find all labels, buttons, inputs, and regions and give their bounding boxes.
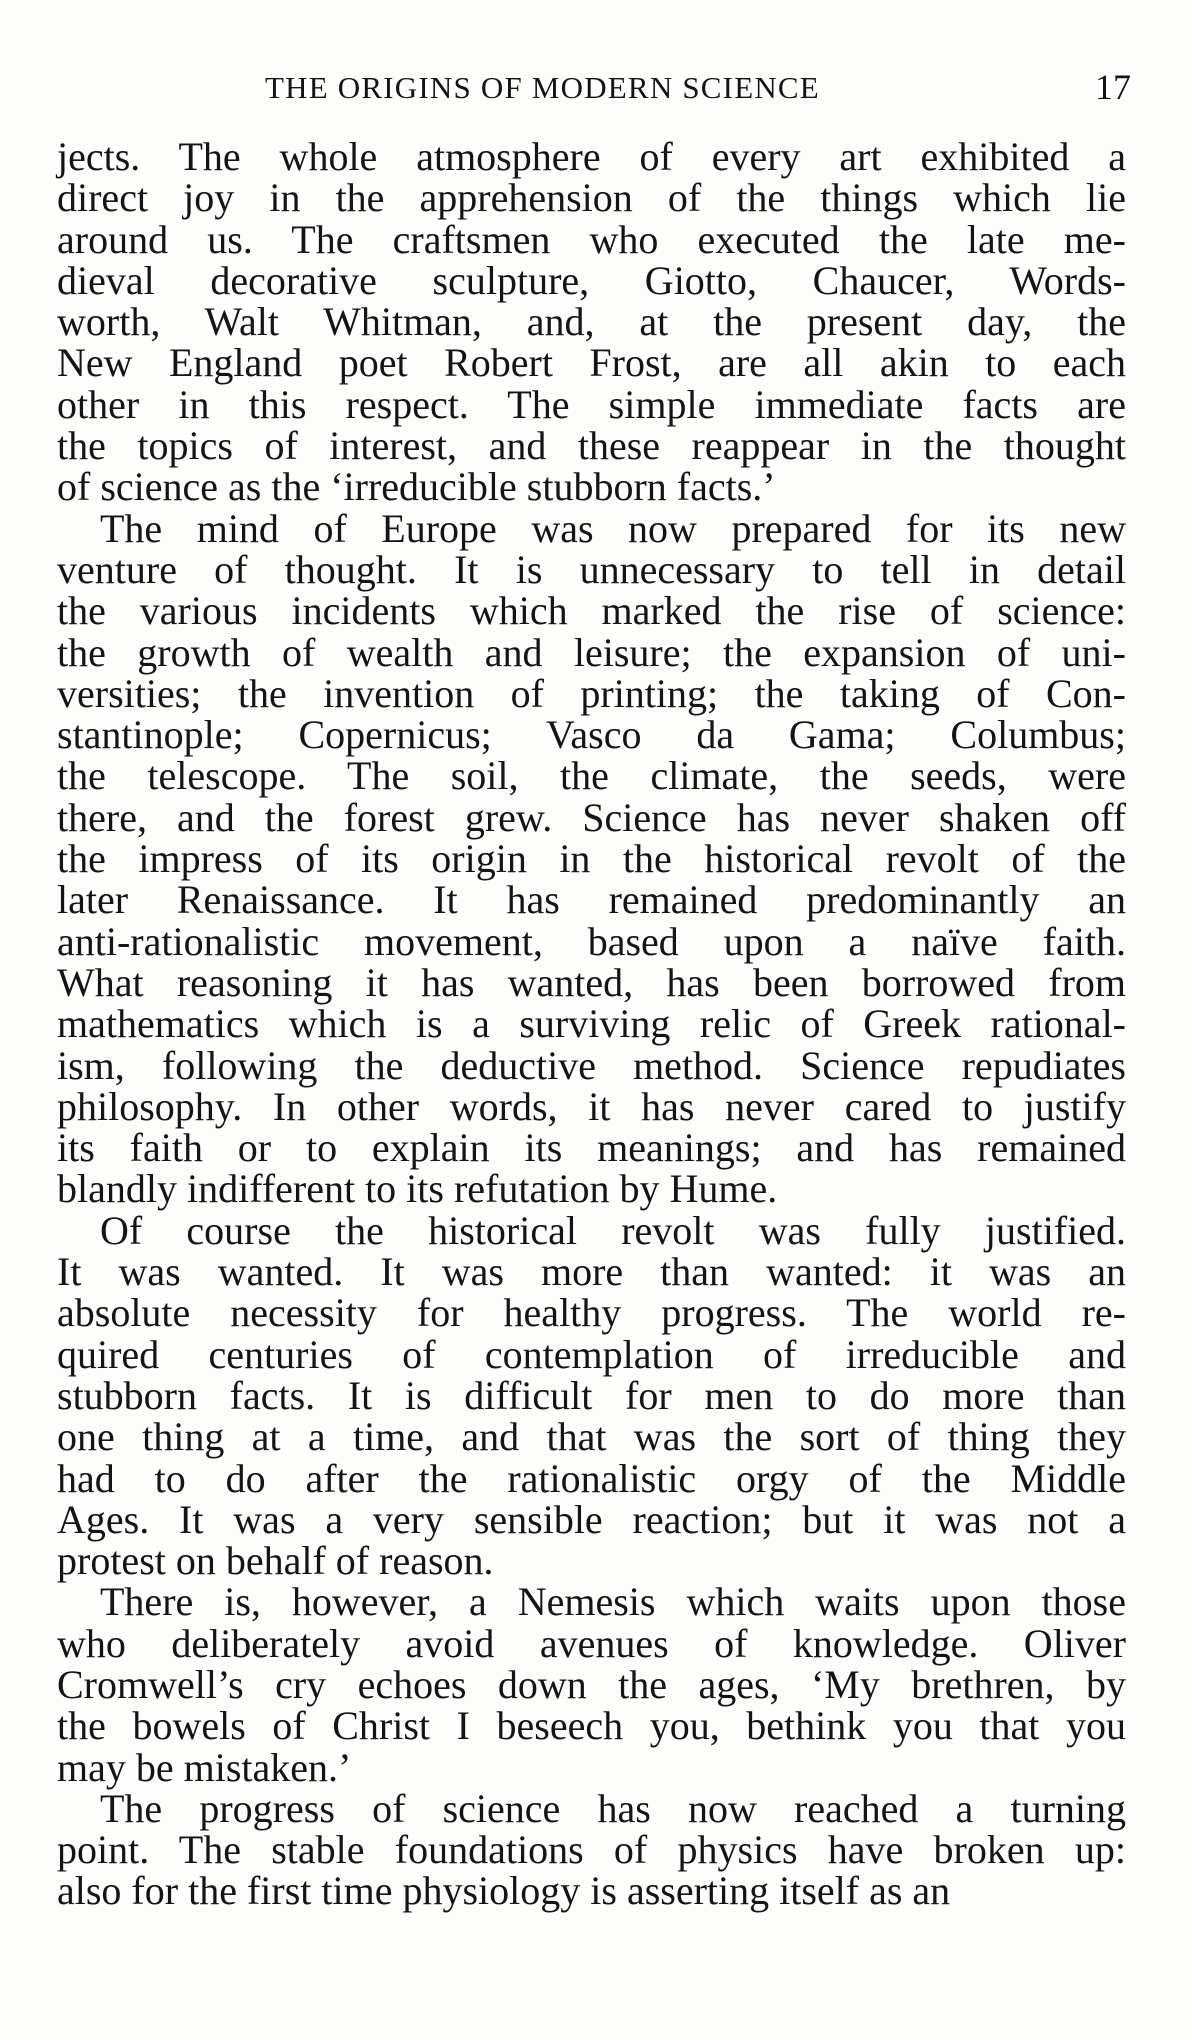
- text-line: the telescope. The soil, the climate, the seeds, were: [57, 753, 1126, 799]
- running-title: THE ORIGINS OF MODERN SCIENCE: [265, 70, 820, 105]
- text-line: The mind of Europe was now prepared for its new: [100, 505, 1126, 551]
- text-line: of science as the ‘irreducible stubborn facts.’: [57, 464, 776, 510]
- text-line: ism, following the deductive method. Science repudiates: [57, 1042, 1126, 1088]
- text-line: stantinople; Copernicus; Vasco da Gama; Columbus;: [57, 712, 1126, 758]
- paragraph: [57, 1579, 1126, 1790]
- text-line: the impress of its origin in the historical revolt of the: [57, 836, 1126, 882]
- text-line: What reasoning it has wanted, has been borrowed from: [57, 959, 1126, 1005]
- text-line: the various incidents which marked the rise of science:: [57, 588, 1126, 634]
- text-line: protest on behalf of reason.: [57, 1538, 494, 1584]
- text-line: venture of thought. It is unnecessary to tell in detail: [57, 546, 1126, 592]
- text-line: blandly indifferent to its refutation by Hume.: [57, 1166, 778, 1212]
- text-line: The progress of science has now reached a turning: [100, 1785, 1126, 1831]
- body-text: [57, 136, 1126, 1912]
- text-line: quired centuries of contemplation of irreducible and: [57, 1331, 1126, 1377]
- running-head: [265, 60, 1131, 120]
- text-line: absolute necessity for healthy progress. The world re-: [57, 1290, 1126, 1336]
- text-line: around us. The craftsmen who executed the late me-: [57, 216, 1126, 262]
- text-line: New England poet Robert Frost, are all akin to each: [57, 340, 1126, 386]
- text-line: had to do after the rationalistic orgy of the Middle: [57, 1455, 1126, 1501]
- text-line: worth, Walt Whitman, and, at the present day, the: [57, 299, 1126, 345]
- text-line: also for the first time physiology is asserting itself as an: [57, 1868, 951, 1914]
- text-line: the topics of interest, and these reappear in the thought: [57, 423, 1126, 469]
- paragraph: [57, 1785, 1126, 1914]
- text-line: one thing at a time, and that was the sort of thing they: [57, 1414, 1126, 1460]
- text-line: mathematics which is a surviving relic of Greek rational-: [57, 1001, 1126, 1047]
- text-line: Ages. It was a very sensible reaction; but it was not a: [57, 1496, 1126, 1542]
- text-line: stubborn facts. It is difficult for men to do more than: [57, 1372, 1126, 1418]
- text-line: its faith or to explain its meanings; and has remained: [57, 1125, 1126, 1171]
- text-line: It was wanted. It was more than wanted: it was an: [57, 1249, 1126, 1295]
- text-line: jects. The whole atmosphere of every art exhibited a: [57, 134, 1126, 179]
- page-number: 17: [1095, 67, 1131, 107]
- text-line: Of course the historical revolt was fully justified.: [100, 1207, 1126, 1253]
- text-line: there, and the forest grew. Science has never shaken off: [57, 794, 1126, 840]
- text-line: later Renaissance. It has remained predominantly an: [57, 877, 1126, 923]
- text-line: direct joy in the apprehension of the things which lie: [57, 175, 1126, 221]
- text-line: dieval decorative sculpture, Giotto, Chaucer, Words-: [57, 257, 1126, 303]
- text-line: the bowels of Christ I beseech you, bethink you that you: [57, 1703, 1126, 1749]
- text-line: Cromwell’s cry echoes down the ages, ‘My brethren, by: [57, 1661, 1126, 1707]
- text-line: There is, however, a Nemesis which waits upon those: [100, 1579, 1126, 1625]
- text-line: point. The stable foundations of physics have broken up:: [57, 1827, 1126, 1873]
- text-line: who deliberately avoid avenues of knowledge. Oliver: [57, 1620, 1126, 1666]
- text-line: other in this respect. The simple immediate facts are: [57, 381, 1126, 427]
- text-line: may be mistaken.’: [57, 1744, 352, 1790]
- paragraph: [57, 1207, 1126, 1584]
- text-line: philosophy. In other words, it has never cared to justify: [57, 1083, 1126, 1129]
- text-line: versities; the invention of printing; the taking of Con-: [57, 670, 1126, 716]
- text-line: anti-rationalistic movement, based upon a naïve faith.: [57, 918, 1126, 964]
- paragraph: [57, 505, 1126, 1212]
- text-line: the growth of wealth and leisure; the expansion of uni-: [57, 629, 1126, 675]
- paragraph: [57, 136, 1126, 508]
